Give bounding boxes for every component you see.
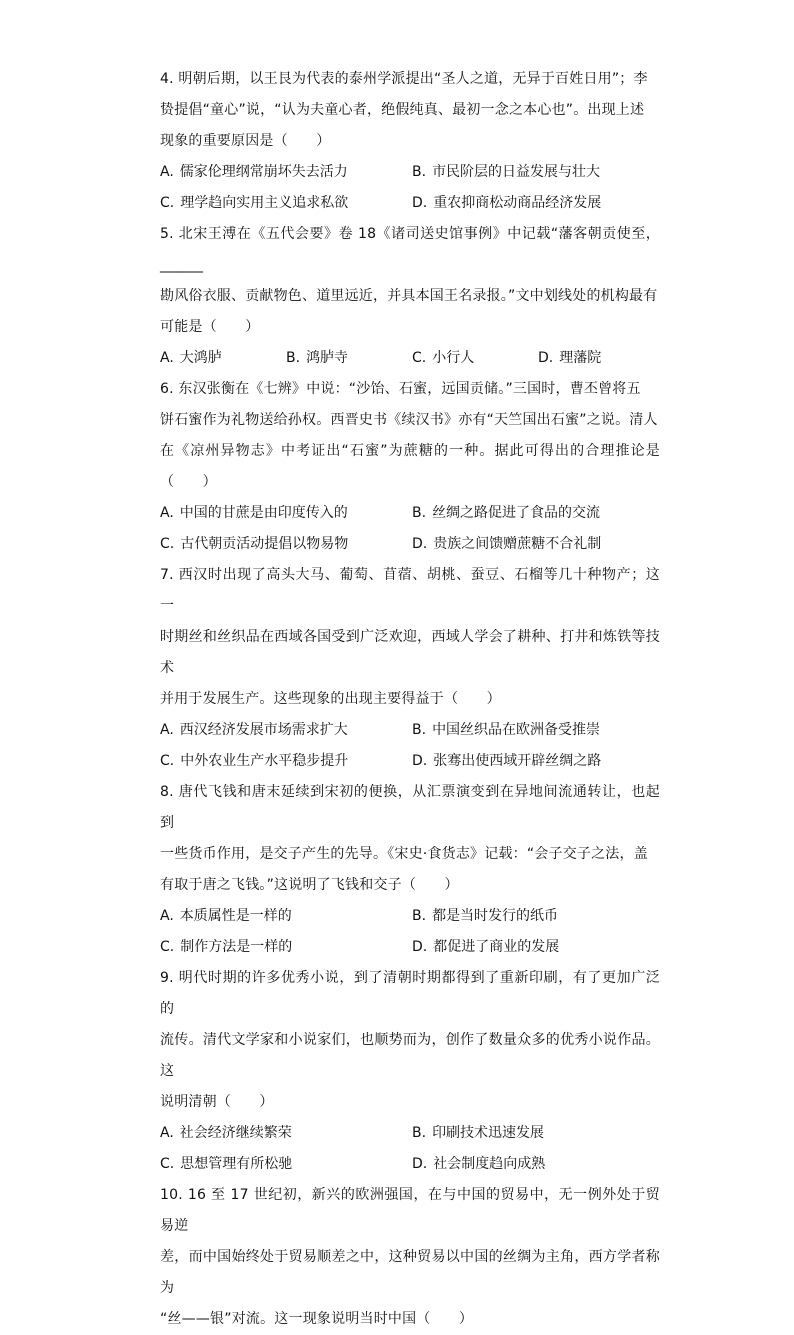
- question-6: [160, 374, 660, 560]
- option-letter: B.: [412, 908, 427, 924]
- question-9: [160, 963, 660, 1180]
- question-7-stem: [160, 560, 660, 715]
- option-d[interactable]: [412, 1149, 660, 1180]
- option-letter: A.: [160, 164, 174, 180]
- stem-line: 现象的重要原因是（ ）: [160, 133, 331, 149]
- option-text: 市民阶层的日益发展与壮大: [432, 164, 601, 180]
- option-a[interactable]: [160, 498, 412, 529]
- stem-line: 有取于唐之飞钱。”这说明了飞钱和交子（ ）: [160, 877, 459, 893]
- question-4-options: [160, 157, 660, 219]
- question-8-options: [160, 901, 660, 963]
- stem-line: 5. 北宋王溥在《五代会要》卷 18《诸司送史馆事例》中记载“藩客朝贡使至，______: [160, 226, 660, 273]
- stem-line: 可能是（ ）: [160, 319, 260, 335]
- option-text: 大鸿胪: [179, 350, 222, 366]
- option-letter: B.: [412, 1125, 427, 1141]
- option-text: 都是当时发行的纸币: [432, 908, 559, 924]
- option-letter: D.: [412, 1156, 428, 1172]
- stem-line: 流传。清代文学家和小说家们，也顺势而为，创作了数量众多的优秀小说作品。这: [160, 1032, 660, 1079]
- question-8: [160, 777, 660, 963]
- option-text: 中外农业生产水平稳步提升: [180, 753, 349, 769]
- option-text: 本质属性是一样的: [179, 908, 292, 924]
- option-text: 理学趋向实用主义追求私欲: [180, 195, 349, 211]
- question-10-stem: [160, 1180, 660, 1335]
- option-letter: A.: [160, 350, 174, 366]
- option-letter: A.: [160, 722, 174, 738]
- option-text: 丝绸之路促进了食品的交流: [432, 505, 601, 521]
- stem-line: 并用于发展生产。这些现象的出现主要得益于（ ）: [160, 691, 501, 707]
- option-a[interactable]: [160, 715, 412, 746]
- question-6-options: [160, 498, 660, 560]
- stem-line: 在《凉州异物志》中考证出“石蜜”为蔗糖的一种。据此可得出的合理推论是（ ）: [160, 443, 660, 490]
- option-b[interactable]: [412, 901, 660, 932]
- option-text: 张骞出使西域开辟丝绸之路: [433, 753, 602, 769]
- option-d[interactable]: [538, 343, 660, 374]
- question-7: [160, 560, 660, 777]
- option-text: 中国的甘蔗是由印度传入的: [179, 505, 348, 521]
- stem-line: 时期丝和丝织品在西域各国受到广泛欢迎，西域人学会了耕种、打井和炼铁等技术: [160, 629, 660, 676]
- option-text: 儒家伦理纲常崩坏失去活力: [179, 164, 348, 180]
- option-text: 重农抑商松动商品经济发展: [433, 195, 602, 211]
- option-letter: D.: [538, 350, 554, 366]
- option-text: 社会经济继续繁荣: [179, 1125, 292, 1141]
- question-9-options: [160, 1118, 660, 1180]
- option-text: 理藩院: [559, 350, 602, 366]
- question-9-stem: [160, 963, 660, 1118]
- option-b[interactable]: [286, 343, 412, 374]
- option-a[interactable]: [160, 157, 412, 188]
- option-text: 鸿胪寺: [306, 350, 349, 366]
- option-text: 贵族之间馈赠蔗糖不合礼制: [433, 536, 602, 552]
- question-6-stem: [160, 374, 660, 498]
- option-a[interactable]: [160, 901, 412, 932]
- option-letter: C.: [160, 753, 175, 769]
- option-text: 西汉经济发展市场需求扩大: [179, 722, 348, 738]
- option-d[interactable]: [412, 188, 660, 219]
- question-10: [160, 1180, 660, 1335]
- option-c[interactable]: [412, 343, 538, 374]
- option-text: 思想管理有所松驰: [180, 1156, 293, 1172]
- option-d[interactable]: [412, 529, 660, 560]
- option-letter: D.: [412, 939, 428, 955]
- option-text: 制作方法是一样的: [180, 939, 293, 955]
- stem-line: 9. 明代时期的许多优秀小说，到了清朝时期都得到了重新印刷，有了更加广泛的: [160, 970, 660, 1017]
- stem-line: 8. 唐代飞钱和唐末延续到宋初的便换，从汇票演变到在异地间流通转让，也起到: [160, 784, 660, 831]
- option-b[interactable]: [412, 715, 660, 746]
- stem-line: 一些货币作用，是交子产生的先导。《宋史·食货志》记载：“会子交子之法，盖: [160, 846, 648, 862]
- stem-line: 10. 16 至 17 世纪初，新兴的欧洲强国，在与中国的贸易中，无一例外处于贸易逆: [160, 1187, 660, 1234]
- option-b[interactable]: [412, 498, 660, 529]
- stem-line: 4. 明朝后期，以王艮为代表的泰州学派提出“圣人之道，无异于百姓日用”；李: [160, 71, 648, 87]
- question-8-stem: [160, 777, 660, 901]
- question-5: [160, 219, 660, 374]
- question-4: [160, 64, 660, 219]
- option-a[interactable]: [160, 343, 286, 374]
- option-letter: D.: [412, 536, 428, 552]
- stem-line: 7. 西汉时出现了高头大马、葡萄、苜蓿、胡桃、蚕豆、石榴等几十种物产；这一: [160, 567, 660, 614]
- question-4-stem: [160, 64, 660, 157]
- option-c[interactable]: [160, 1149, 412, 1180]
- option-text: 古代朝贡活动提倡以物易物: [180, 536, 349, 552]
- option-text: 小行人: [432, 350, 475, 366]
- option-c[interactable]: [160, 188, 412, 219]
- option-c[interactable]: [160, 529, 412, 560]
- option-letter: D.: [412, 195, 428, 211]
- option-letter: B.: [286, 350, 301, 366]
- option-text: 社会制度趋向成熟: [433, 1156, 546, 1172]
- option-text: 中国丝织品在欧洲备受推崇: [432, 722, 601, 738]
- option-text: 都促进了商业的发展: [433, 939, 560, 955]
- option-letter: C.: [160, 1156, 175, 1172]
- option-d[interactable]: [412, 746, 660, 777]
- stem-line: 勘风俗衣服、贡献物色、道里远近，并具本国王名录报。”文中划线处的机构最有: [160, 288, 658, 304]
- option-letter: C.: [160, 536, 175, 552]
- option-letter: B.: [412, 505, 427, 521]
- stem-line: “丝——银”对流。这一现象说明当时中国（ ）: [160, 1311, 474, 1327]
- stem-line: 6. 东汉张衡在《七辨》中说：“沙饴、石蜜，远国贡储。”三国时，曹丕曾将五: [160, 381, 641, 397]
- option-letter: D.: [412, 753, 428, 769]
- question-5-stem: [160, 219, 660, 343]
- stem-line: 贽提倡“童心”说，“认为夫童心者，绝假纯真、最初一念之本心也”。出现上述: [160, 102, 645, 118]
- stem-line: 饼石蜜作为礼物送给孙权。西晋史书《续汉书》亦有“天竺国出石蜜”之说。清人: [160, 412, 658, 428]
- option-b[interactable]: [412, 157, 660, 188]
- stem-line: 差，而中国始终处于贸易顺差之中，这种贸易以中国的丝绸为主角，西方学者称为: [160, 1249, 660, 1296]
- option-letter: A.: [160, 908, 174, 924]
- question-list: [160, 64, 660, 1335]
- option-letter: C.: [160, 939, 175, 955]
- option-letter: B.: [412, 722, 427, 738]
- option-letter: C.: [160, 195, 175, 211]
- option-d[interactable]: [412, 932, 660, 963]
- question-5-options: [160, 343, 660, 374]
- option-c[interactable]: [160, 932, 412, 963]
- option-letter: B.: [412, 164, 427, 180]
- option-letter: A.: [160, 1125, 174, 1141]
- option-text: 印刷技术迅速发展: [432, 1125, 545, 1141]
- option-letter: C.: [412, 350, 427, 366]
- option-letter: A.: [160, 505, 174, 521]
- stem-line: 说明清朝（ ）: [160, 1094, 274, 1110]
- question-7-options: [160, 715, 660, 777]
- option-c[interactable]: [160, 746, 412, 777]
